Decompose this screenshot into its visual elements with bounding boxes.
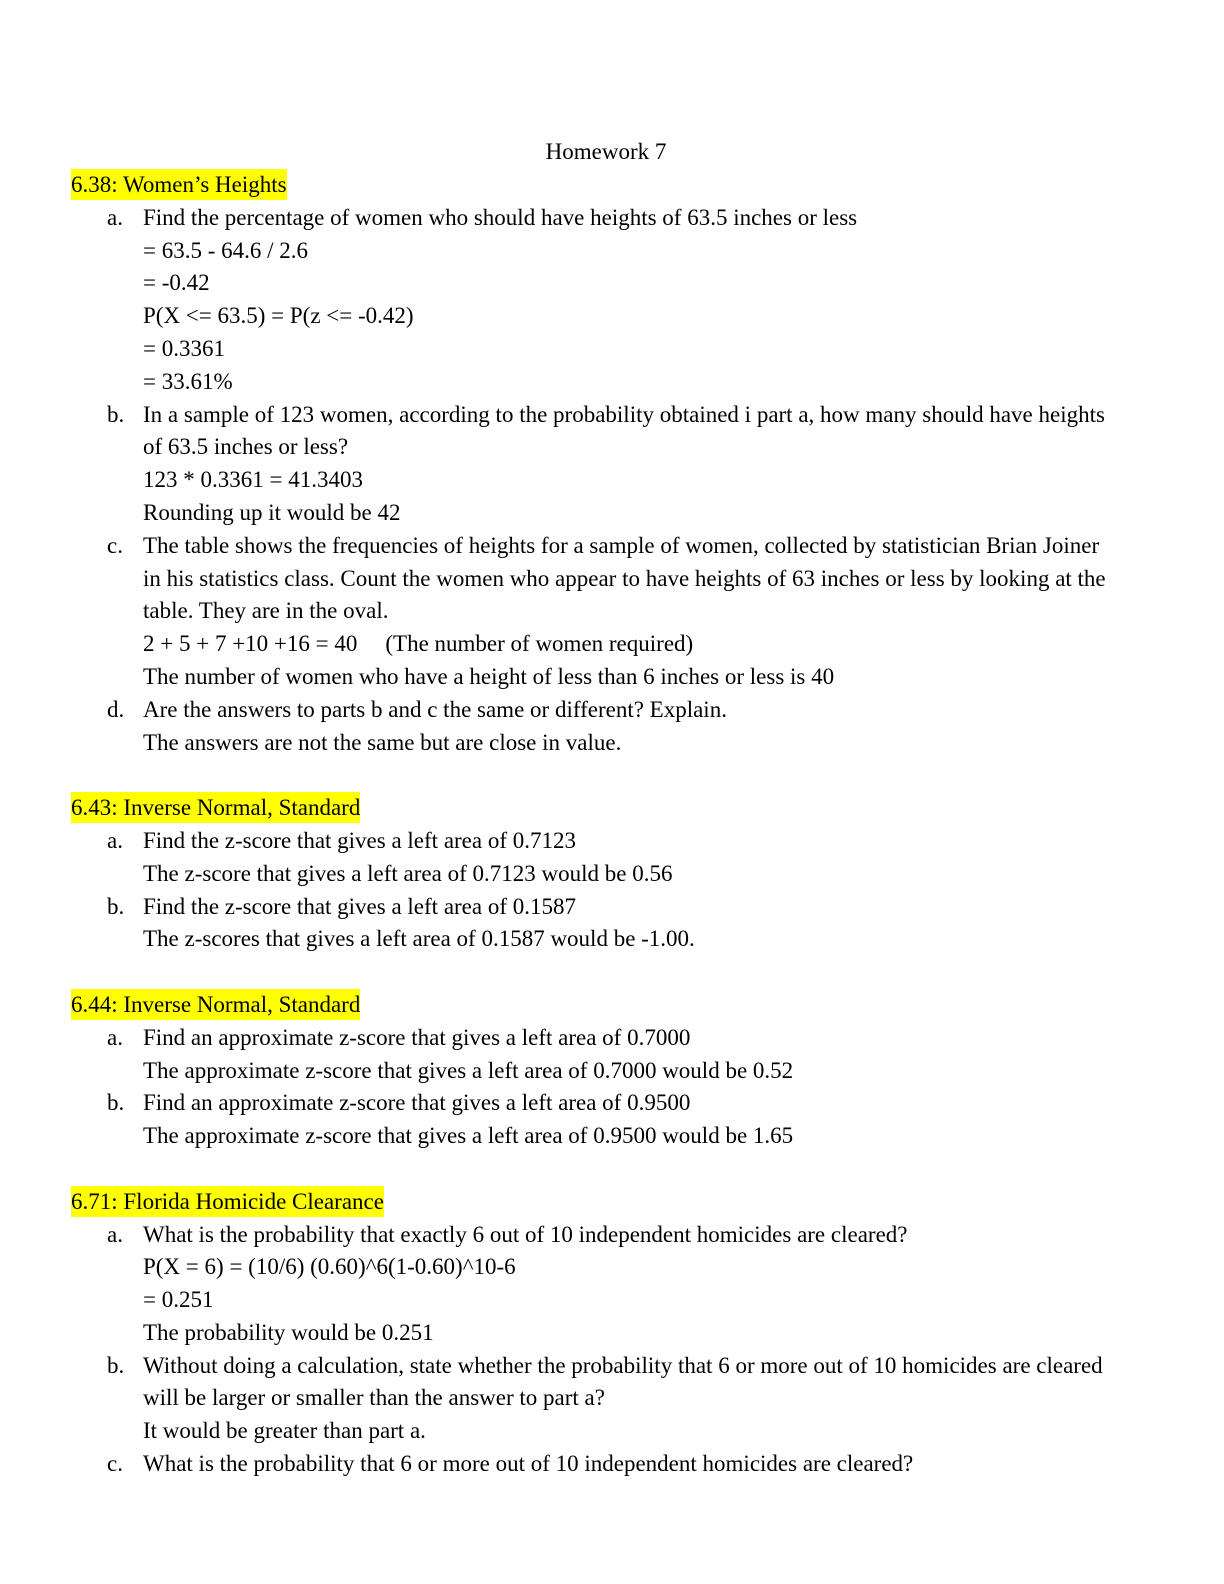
question-b (71, 399, 1151, 432)
section-6-71 (71, 1186, 1151, 1481)
answer-line: The probability would be 0.251 (143, 1319, 434, 1345)
answer-line: = 33.61% (143, 368, 233, 394)
section-spacer (71, 759, 1151, 792)
answer-line: P(X = 6) = (10/6) (0.60)^6(1-0.60)^10-6 (143, 1254, 516, 1280)
section-6-43 (71, 792, 1151, 956)
question-text: Are the answers to parts b and c the same or different? Explain. (143, 696, 727, 722)
question-text: Find the z-score that gives a left area of 0.7123 (143, 827, 577, 853)
question-letter: b. (107, 401, 125, 427)
document-title: Homework 7 (545, 139, 667, 164)
question-text: Find an approximate z-score that gives a left area of 0.9500 (143, 1090, 691, 1116)
section-heading: 6.43: Inverse Normal, Standard (71, 792, 360, 823)
question-a (71, 1022, 1151, 1055)
question-letter: c. (107, 1451, 123, 1477)
answer-line (71, 628, 1151, 661)
question-letter: c. (107, 532, 123, 558)
question-letter: b. (107, 893, 125, 919)
question-b (71, 891, 1151, 924)
question-text: The table shows the frequencies of heights for a sample of women, collected by statistician Brian Joiner (143, 532, 1100, 558)
answer-line: = 0.3361 (143, 335, 225, 361)
question-letter: d. (107, 696, 125, 722)
section-heading: 6.71: Florida Homicide Clearance (71, 1186, 384, 1217)
question-letter: a. (107, 204, 123, 230)
answer-line: 123 * 0.3361 = 41.3403 (143, 467, 363, 493)
question-letter: a. (107, 827, 123, 853)
answer-line: = 63.5 - 64.6 / 2.6 (143, 237, 309, 263)
question-d (71, 694, 1151, 727)
answer-line: The answers are not the same but are close in value. (143, 729, 622, 755)
question-letter: b. (107, 1352, 125, 1378)
question-letter: a. (107, 1221, 123, 1247)
section-heading: 6.44: Inverse Normal, Standard (71, 989, 360, 1020)
question-text-continued: in his statistics class. Count the women who appear to have heights of 63 inches or less by looking at the (143, 565, 1106, 591)
section-6-38 (71, 169, 1151, 759)
question-c (71, 530, 1151, 563)
question-text-continued: table. They are in the oval. (143, 598, 389, 624)
answer-line: The number of women who have a height of less than 6 inches or less is 40 (143, 663, 835, 689)
document-body (71, 169, 1151, 1481)
question-text: What is the probability that exactly 6 out of 10 independent homicides are cleared? (143, 1221, 908, 1247)
question-a (71, 202, 1151, 235)
question-letter: b. (107, 1090, 125, 1116)
section-heading: 6.38: Women’s Heights (71, 169, 287, 200)
question-c (71, 1448, 1151, 1481)
question-b (71, 1087, 1151, 1120)
question-text-continued: of 63.5 inches or less? (143, 434, 349, 460)
answer-line: = -0.42 (143, 270, 210, 296)
section-spacer (71, 1153, 1151, 1186)
answer-note: (The number of women required) (385, 631, 694, 657)
question-b (71, 1350, 1151, 1383)
question-letter: a. (107, 1024, 123, 1050)
answer-sum: 2 + 5 + 7 +10 +16 = 40 (143, 631, 358, 657)
question-text: In a sample of 123 women, according to the probability obtained i part a, how many should have heights (143, 401, 1105, 427)
answer-line: It would be greater than part a. (143, 1418, 426, 1444)
question-text: Without doing a calculation, state whether the probability that 6 or more out of 10 homicides are cleared (143, 1352, 1103, 1378)
answer-line: The z-score that gives a left area of 0.7123 would be 0.56 (143, 860, 673, 886)
question-text: What is the probability that 6 or more out of 10 independent homicides are cleared? (143, 1451, 914, 1477)
question-a (71, 825, 1151, 858)
answer-line: P(X <= 63.5) = P(z <= -0.42) (143, 303, 414, 329)
section-6-44 (71, 989, 1151, 1153)
question-text: Find an approximate z-score that gives a left area of 0.7000 (143, 1024, 691, 1050)
question-text: Find the z-score that gives a left area of 0.1587 (143, 893, 577, 919)
answer-line: The approximate z-score that gives a left area of 0.9500 would be 1.65 (143, 1123, 794, 1149)
answer-line: = 0.251 (143, 1287, 214, 1313)
answer-line: The approximate z-score that gives a left area of 0.7000 would be 0.52 (143, 1057, 794, 1083)
section-spacer (71, 956, 1151, 989)
question-text: Find the percentage of women who should have heights of 63.5 inches or less (143, 204, 858, 230)
question-text-continued: will be larger or smaller than the answer to part a? (143, 1385, 605, 1411)
answer-line: The z-scores that gives a left area of 0.1587 would be -1.00. (143, 926, 695, 952)
answer-line: Rounding up it would be 42 (143, 499, 401, 525)
question-a (71, 1219, 1151, 1252)
